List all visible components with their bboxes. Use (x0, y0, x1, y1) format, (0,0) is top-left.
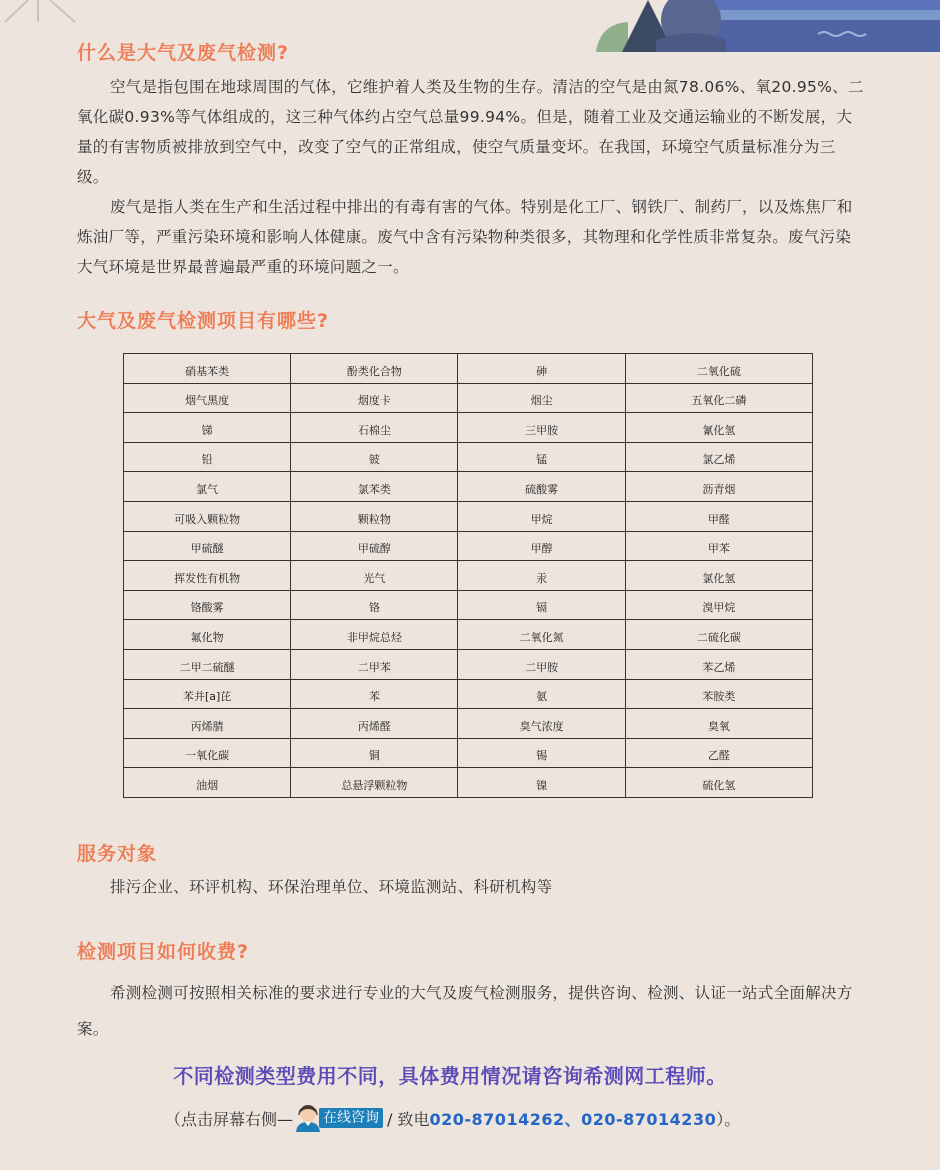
test-item-label: 苯乙烯 (702, 660, 736, 674)
test-item-label: 二氧化硫 (696, 364, 741, 378)
test-item-label: 硝基苯类 (185, 364, 230, 378)
table-cell (291, 738, 458, 768)
table-cell (291, 354, 458, 384)
table-cell (625, 649, 812, 679)
test-item-label: 苯胺类 (702, 690, 736, 704)
table-cell (124, 709, 291, 739)
test-item-label: 甲硫醇 (357, 542, 391, 556)
section-title-pricing: 检测项目如何收费? (77, 941, 250, 963)
test-item-label: 沥青烟 (702, 482, 736, 496)
online-consult-button[interactable]: 在线咨询 (319, 1108, 383, 1128)
table-cell (124, 738, 291, 768)
test-item-label: 烟气黑度 (185, 394, 230, 408)
table-cell (458, 472, 625, 502)
table-cell (458, 561, 625, 591)
test-item-label: 臭气浓度 (519, 719, 564, 733)
table-cell (458, 354, 625, 384)
table-cell (625, 383, 812, 413)
table-cell (625, 620, 812, 650)
table-cell (291, 413, 458, 443)
test-item-label: 氟化物 (190, 630, 224, 644)
test-item-label: 一氧化碳 (185, 749, 230, 763)
section-title-service-targets: 服务对象 (77, 843, 158, 865)
table-cell (458, 768, 625, 798)
table-cell (291, 709, 458, 739)
pricing-notice: 不同检测类型费用不同，具体费用情况请咨询希测网工程师。 (173, 1064, 727, 1088)
intro-paragraph-air: 空气是指包围在地球周围的气体，它维护着人类及生物的生存。清洁的空气是由氮78.06%、氧20.95%、二氧化碳0.93%等气体组成的，这三种气体约占空气总量99.94%。但是，随着工业及交通运输业的不断发展，大量的有害物质被排放到空气中，改变了空气的正常组成，使空气质量变坏。在我国，环境空气质量标准分为三级。 (77, 78, 864, 186)
table-cell (625, 768, 812, 798)
test-item-label: 二硫化碳 (696, 630, 741, 644)
test-item-label: 可吸入颗粒物 (174, 512, 241, 526)
test-item-label: 氯苯类 (357, 482, 391, 496)
test-item-label: 三甲胺 (525, 423, 559, 437)
table-row (124, 354, 813, 384)
table-row (124, 679, 813, 709)
test-item-label: 烟尘 (530, 394, 553, 408)
table-cell (124, 472, 291, 502)
contact-line (165, 1104, 740, 1132)
test-item-label: 氯气 (196, 482, 219, 496)
table-cell (458, 620, 625, 650)
test-item-label: 甲醛 (707, 512, 730, 526)
table-cell (124, 531, 291, 561)
test-item-label: 烟度卡 (357, 394, 391, 408)
table-cell (458, 590, 625, 620)
test-item-label: 苯并[a]芘 (182, 690, 232, 704)
table-cell (124, 679, 291, 709)
table-cell (625, 442, 812, 472)
decorative-lines-graphic (0, 0, 90, 30)
table-row (124, 738, 813, 768)
test-item-label: 铬 (368, 601, 380, 615)
test-item-label: 氨 (536, 690, 548, 704)
test-item-label: 铬酸雾 (190, 601, 224, 615)
table-cell (458, 738, 625, 768)
table-row (124, 442, 813, 472)
table-cell (124, 383, 291, 413)
table-cell (625, 590, 812, 620)
table-cell (124, 620, 291, 650)
table-cell (458, 501, 625, 531)
table-cell (625, 531, 812, 561)
table-cell (291, 501, 458, 531)
table-cell (291, 561, 458, 591)
table-cell (291, 768, 458, 798)
table-cell (124, 501, 291, 531)
section-title-what-is: 什么是大气及废气检测? (77, 42, 290, 64)
test-item-label: 五氧化二磷 (691, 394, 747, 408)
table-cell (291, 472, 458, 502)
table-row (124, 383, 813, 413)
table-cell (625, 709, 812, 739)
table-cell (291, 590, 458, 620)
table-cell (458, 413, 625, 443)
test-item-label: 甲苯 (707, 542, 730, 556)
table-cell (458, 383, 625, 413)
test-item-label: 甲醇 (530, 542, 553, 556)
test-item-label: 丙烯醛 (357, 719, 391, 733)
test-item-label: 溴甲烷 (702, 601, 736, 615)
table-row (124, 649, 813, 679)
test-items-table (123, 353, 813, 798)
test-item-label: 砷 (536, 364, 548, 378)
table-cell (625, 472, 812, 502)
test-item-label: 锰 (536, 453, 548, 467)
test-item-label: 镉 (536, 601, 548, 615)
table-cell (124, 354, 291, 384)
test-item-label: 硫化氢 (702, 778, 736, 792)
test-item-label: 铜 (368, 749, 380, 763)
test-item-label: 颗粒物 (357, 512, 391, 526)
table-cell (458, 709, 625, 739)
table-cell (124, 413, 291, 443)
test-item-label: 乙醛 (707, 749, 730, 763)
table-cell (291, 442, 458, 472)
test-item-label: 镍 (536, 778, 548, 792)
table-cell (458, 649, 625, 679)
test-item-label: 氯化氢 (702, 571, 736, 585)
test-item-label: 甲硫醚 (190, 542, 224, 556)
online-consult-link[interactable] (293, 1104, 383, 1132)
table-cell (291, 620, 458, 650)
test-item-label: 甲烷 (530, 512, 553, 526)
table-cell (291, 383, 458, 413)
phone-numbers[interactable]: 020-87014262、020-87014230 (429, 1109, 717, 1129)
table-cell (625, 354, 812, 384)
table-cell (124, 768, 291, 798)
test-item-label: 丙烯腈 (190, 719, 224, 733)
table-cell (124, 442, 291, 472)
test-item-label: 氰化氢 (702, 423, 736, 437)
table-row (124, 561, 813, 591)
table-cell (291, 649, 458, 679)
table-cell (625, 413, 812, 443)
test-item-label: 二甲胺 (525, 660, 559, 674)
table-cell (291, 679, 458, 709)
table-row (124, 501, 813, 531)
service-targets-text: 排污企业、环评机构、环保治理单位、环境监测站、科研机构等 (110, 878, 553, 896)
table-row (124, 709, 813, 739)
table-cell (124, 590, 291, 620)
table-row (124, 413, 813, 443)
contact-prefix: （点击屏幕右侧— (165, 1109, 294, 1129)
test-item-label: 锑 (201, 423, 213, 437)
contact-middle: / 致电 (387, 1109, 430, 1129)
table-cell (291, 531, 458, 561)
test-item-label: 锡 (536, 749, 548, 763)
test-item-label: 铍 (368, 453, 380, 467)
table-row (124, 590, 813, 620)
test-item-label: 臭氧 (707, 719, 730, 733)
test-item-label: 光气 (363, 571, 386, 585)
test-item-label: 铅 (201, 453, 213, 467)
test-item-label: 石棉尘 (357, 423, 391, 437)
test-item-label: 油烟 (196, 778, 219, 792)
test-item-label: 挥发性有机物 (174, 571, 241, 585)
test-item-label: 总悬浮颗粒物 (341, 778, 408, 792)
test-item-label: 硫酸雾 (525, 482, 559, 496)
table-row (124, 531, 813, 561)
test-item-label: 二氧化氮 (519, 630, 564, 644)
table-cell (458, 442, 625, 472)
table-cell (625, 501, 812, 531)
section-title-items: 大气及废气检测项目有哪些? (77, 310, 330, 332)
contact-suffix: ）。 (716, 1109, 741, 1129)
table-cell (625, 738, 812, 768)
intro-paragraph-waste-gas: 废气是指人类在生产和生活过程中排出的有毒有害的气体。特别是化工厂、钢铁厂、制药厂，以及炼焦厂和炼油厂等，严重污染环境和影响人体健康。废气中含有污染物种类很多，其物理和化学性质非常复杂。废气污染大气环境是世界最普遍最严重的环境问题之一。 (77, 198, 853, 276)
table-cell (625, 561, 812, 591)
test-item-label: 氯乙烯 (702, 453, 736, 467)
test-item-label: 二甲苯 (357, 660, 391, 674)
table-cell (124, 649, 291, 679)
table-cell (124, 561, 291, 591)
table-row (124, 768, 813, 798)
table-cell (458, 679, 625, 709)
table-row (124, 620, 813, 650)
test-item-label: 汞 (536, 571, 548, 585)
test-item-label: 非甲烷总烃 (346, 630, 402, 644)
table-cell (458, 531, 625, 561)
pricing-paragraph: 希测检测可按照相关标准的要求进行专业的大气及废气检测服务，提供咨询、检测、认证一站式全面解决方案。 (77, 984, 853, 1038)
decorative-trees-graphic (596, 0, 940, 52)
test-item-label: 苯 (368, 690, 380, 704)
table-cell (625, 679, 812, 709)
table-row (124, 472, 813, 502)
test-item-label: 二甲二硫醚 (179, 660, 235, 674)
test-item-label: 酚类化合物 (346, 364, 402, 378)
